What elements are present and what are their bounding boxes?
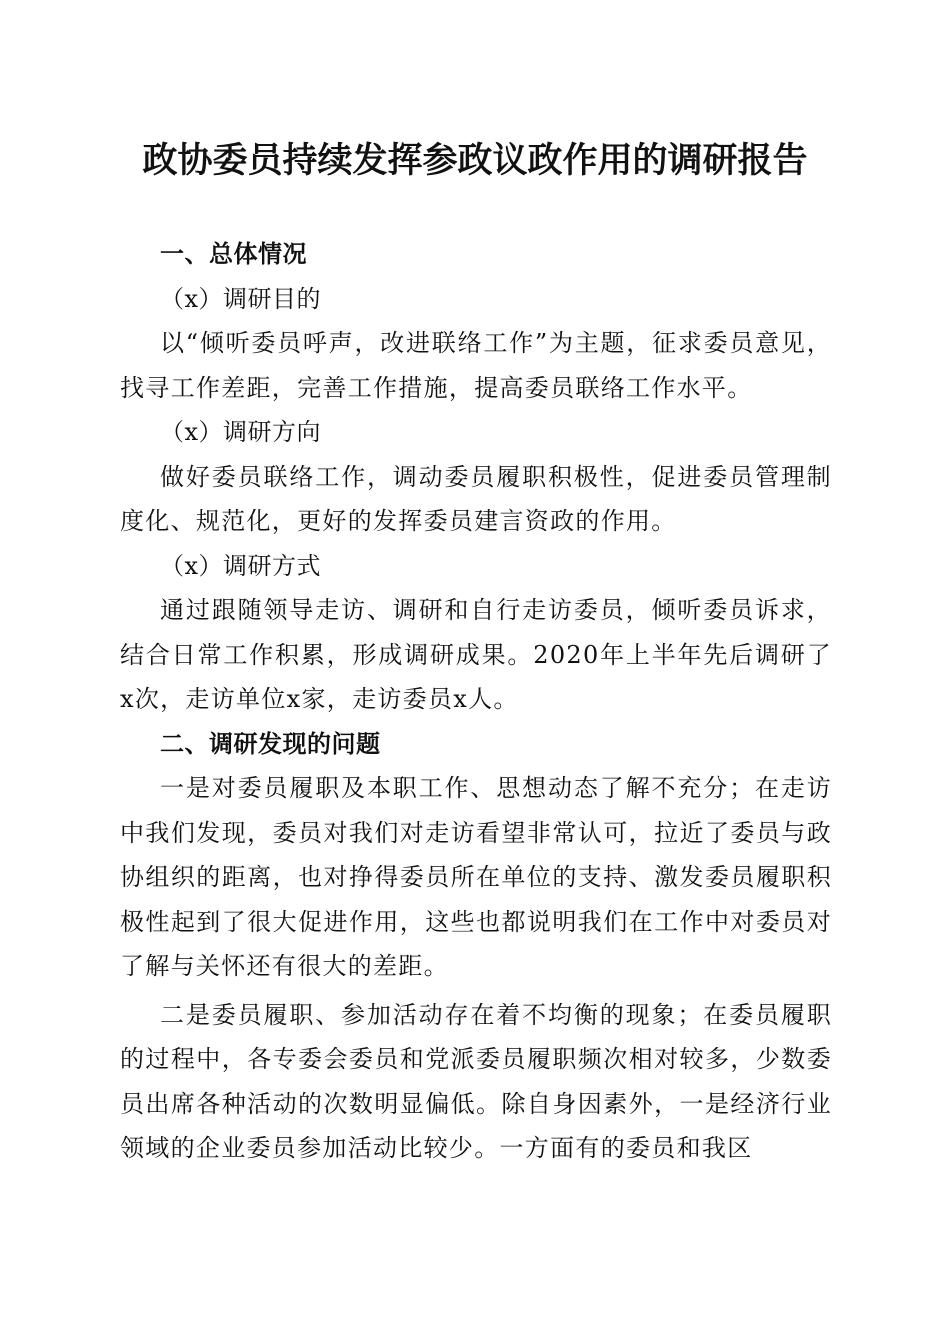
document-title: 政协委员持续发挥参政议政作用的调研报告 <box>142 140 808 181</box>
problem-one-lead: 一是对委员履职及本职工作、思想动态了解不充分； <box>160 774 755 802</box>
section-heading-overview: 一、总体情况 <box>160 240 307 268</box>
paragraph-problem-two <box>120 993 832 1171</box>
problem-two-text: 在委员履职的过程中，各专委会委员和党派委员履职频次相对较多，少数委员出席各种活动的次数明显偏低。除自身因素外，一是经济行业领域的企业委员参加活动比较少。一方面有的委员和我区 <box>120 1000 832 1162</box>
subsection-heading-direction: （x）调研方向 <box>160 418 322 446</box>
paragraph-problem-one <box>120 766 832 989</box>
section-heading-problems: 二、调研发现的问题 <box>160 729 381 758</box>
paragraph-method: 通过跟随领导走访、调研和自行走访委员，倾听委员诉求，结合日常工作积累，形成调研成果。2020年上半年先后调研了x次，走访单位x家，走访委员x人。 <box>120 596 832 713</box>
paragraph-purpose: 以“倾听委员呼声，改进联络工作”为主题，征求委员意见，找寻工作差距，完善工作措施，提高委员联络工作水平。 <box>120 329 832 402</box>
document-body <box>120 232 832 1171</box>
paragraph-direction: 做好委员联络工作，调动委员履职积极性，促进委员管理制度化、规范化，更好的发挥委员建言资政的作用。 <box>120 462 832 535</box>
problem-two-lead: 二是委员履职、参加活动存在着不均衡的现象； <box>160 1000 703 1029</box>
subsection-heading-method: （x）调研方式 <box>160 551 322 580</box>
subsection-heading-purpose: （x）调研目的 <box>160 284 322 313</box>
problem-one-text: 在走访中我们发现，委员对我们对走访看望非常认可，拉近了委员与政协组织的距离，也对挣得委员所在单位的支持、激发委员履职积极性起到了很大促进作用，这些也都说明我们在工作中对委员对了解与关怀还有很大的差距。 <box>120 774 832 980</box>
